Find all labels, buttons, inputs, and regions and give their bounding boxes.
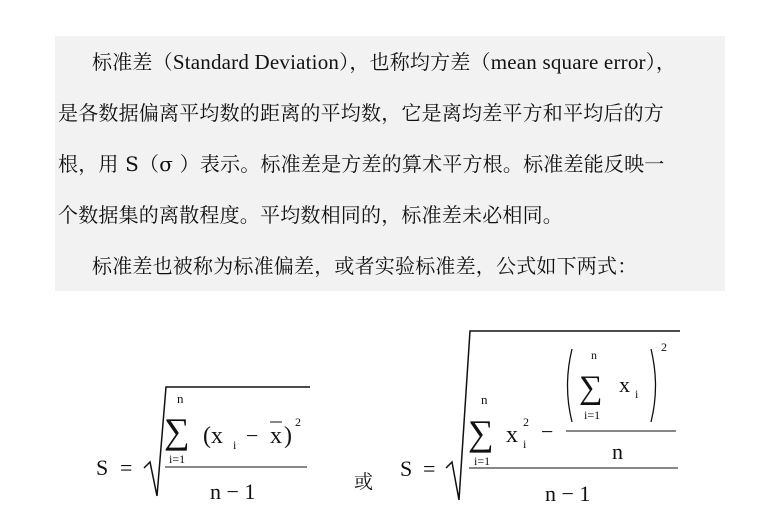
f2-lhs-S: S [400, 456, 413, 481]
f2-inner-lower: i=1 [584, 408, 601, 422]
f1-sub-i: i [233, 438, 237, 452]
f1-exponent: 2 [295, 415, 301, 429]
f2-x-sub: i [523, 437, 527, 451]
f1-open-x: (x [203, 423, 223, 449]
connector-or: 或 [354, 471, 374, 493]
f2-sum-symbol: ∑ [468, 413, 494, 453]
f2-inner-upper: n [591, 348, 597, 362]
formula-1 [96, 387, 310, 504]
f2-denominator: n − 1 [545, 481, 591, 506]
f2-minus: − [541, 419, 554, 444]
definition-paragraph [58, 37, 722, 241]
formula-intro-paragraph [58, 241, 722, 292]
f2-sum-lower: i=1 [474, 454, 491, 468]
f2-inner-sum-symbol: ∑ [579, 370, 603, 406]
term-standard-deviation: Standard Deviation [172, 50, 340, 74]
term-mean-square-error: mean square error [490, 50, 646, 74]
f2-inner-sub: i [635, 387, 639, 401]
f2-equals: = [423, 456, 436, 481]
paragraph-line-3: 根，用 S（σ ）表示。标准差是方差的算术平方根。标准差能反映一 [58, 152, 665, 176]
formula-intro-text: 标准差也被称为标准偏差，或者实验标准差，公式如下两式： [92, 254, 638, 278]
f2-x-exponent: 2 [523, 415, 529, 429]
formula-2 [400, 331, 680, 506]
f1-close-paren: ) [284, 423, 292, 449]
f2-outer-exponent: 2 [661, 340, 667, 354]
paragraph-line-4: 个数据集的离散程度。平均数相同的，标准差未必相同。 [58, 203, 563, 227]
f1-lhs-S: S [96, 455, 109, 480]
line1-part-2: ），也称均方差（ [339, 50, 491, 74]
f1-xbar: x [270, 423, 282, 449]
paragraph-line-1 [58, 37, 722, 88]
f2-inner-denominator: n [612, 439, 623, 464]
f1-sum-upper: n [177, 391, 184, 406]
f1-sum-symbol: ∑ [164, 411, 190, 451]
f2-right-paren [651, 349, 656, 422]
formula-area [0, 300, 771, 520]
highlighted-text-box [55, 36, 725, 291]
f2-left-paren [568, 349, 573, 422]
f1-denominator: n − 1 [210, 479, 256, 504]
line1-part-3: ）， [645, 50, 677, 74]
paragraph-line-2: 是各数据偏离平均数的距离的平均数，它是离均差平方和平均后的方 [58, 101, 664, 125]
f1-equals: = [120, 455, 133, 480]
f2-inner-x: x [619, 372, 630, 397]
formulas-svg [0, 300, 771, 520]
line1-part-1: 标准差（ [92, 50, 173, 74]
f2-sum-upper: n [481, 392, 488, 407]
f1-minus: − [246, 423, 259, 448]
f1-sum-lower: i=1 [169, 452, 186, 466]
f2-x: x [506, 422, 518, 448]
